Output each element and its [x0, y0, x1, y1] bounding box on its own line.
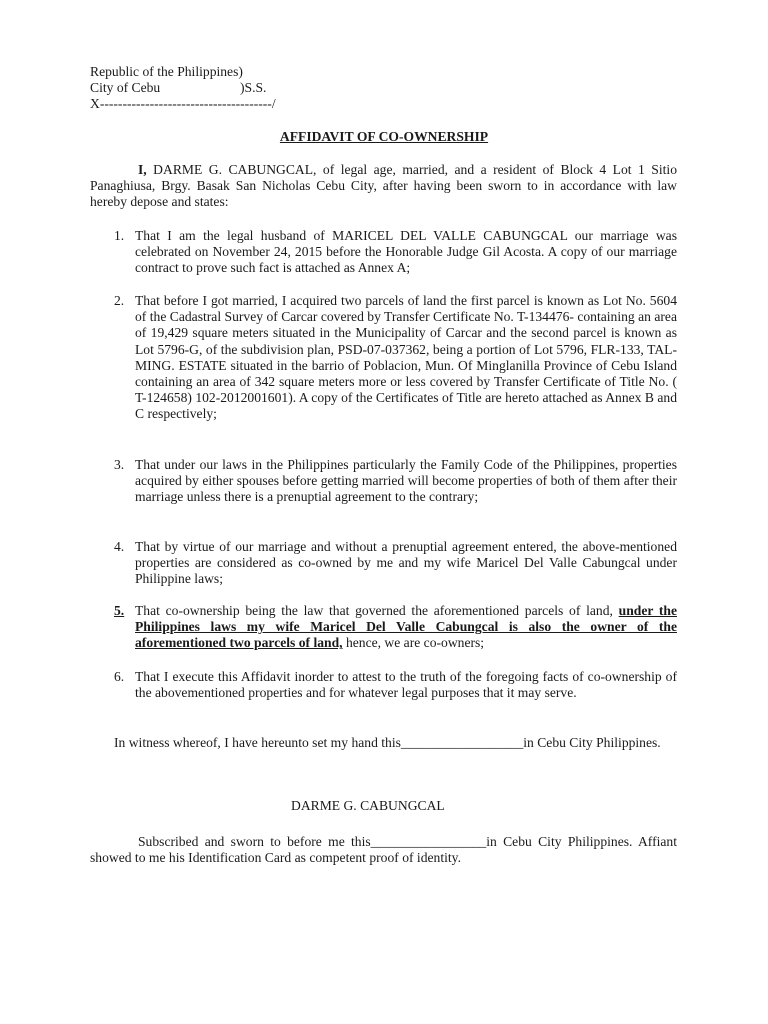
- jurat-paragraph: Subscribed and sworn to before me this_________________in Cebu City Philippines. Affiant showed to me his Identification Card as competent proof of identity.: [90, 834, 677, 866]
- item-6-text: That I execute this Affidavit inorder to attest to the truth of the foregoing facts of co-ownership of the abovementioned properties and for whatever legal purposes that it may serve.: [135, 669, 677, 701]
- signature-name: DARME G. CABUNGCAL: [291, 798, 445, 813]
- item-4-text: That by virtue of our marriage and without a prenuptial agreement entered, the above-mentioned properties are considered as co-owned by me and my wife Maricel Del Valle Cabungcal under Philippine laws;: [135, 539, 677, 587]
- item-5-text-a: That co-ownership being the law that governed the aforementioned parcels of land,: [135, 603, 619, 618]
- item-3-number: 3.: [114, 457, 125, 472]
- intro-paragraph: [90, 162, 677, 211]
- witness-paragraph: In witness whereof, I have hereunto set my hand this__________________in Cebu City Philippines.: [114, 735, 661, 750]
- document-title: AFFIDAVIT OF CO-OWNERSHIP: [279, 129, 489, 144]
- header-ss: )S.S.: [240, 80, 267, 95]
- item-4-number: 4.: [114, 539, 125, 554]
- intro-text: DARME G. CABUNGCAL, of legal age, married, and a resident of Block 4 Lot 1 Sitio Panaghiusa, Brgy. Basak San Nicholas Cebu City, after having been sworn to in accordance with law hereby depose and states:: [90, 162, 677, 210]
- item-2-text: That before I got married, I acquired two parcels of land the first parcel is known as Lot No. 5604 of the Cadastral Survey of Carcar covered by Transfer Certificate No. T-134476- containing an area of 19,429 square meters situated in the Municipality of Carcar and the second parcel is known as Lot 5796-G, of the subdivision plan, PSD-07-037362, being a portion of Lot 5796, FLR-133, TAL-MING. ESTATE situated in the barrio of Poblacion, Mun. Of Minglanilla Province of Cebu Island containing an area of 342 square meters more or less covered by Transfer Certificate of Title No. ( T-124658) 102-2012001601). A copy of the Certificates of Title are hereto attached as Annex B and C respectively;: [135, 293, 677, 422]
- item-5-text: [135, 603, 677, 652]
- item-1-number: 1.: [114, 228, 125, 243]
- header-republic: Republic of the Philippines): [90, 64, 243, 79]
- item-2-number: 2.: [114, 293, 125, 308]
- item-5-emphasis: under the Philippines laws my wife Maricel Del Valle Cabungcal is also the owner of the aforementioned two parcels of land,: [135, 603, 677, 651]
- intro-lead: I,: [138, 162, 147, 177]
- item-6-number: 6.: [114, 669, 125, 684]
- header-city: City of Cebu: [90, 80, 161, 95]
- item-1-text: That I am the legal husband of MARICEL DEL VALLE CABUNGCAL our marriage was celebrated on November 24, 2015 before the Honorable Judge Gil Acosta. A copy of our marriage contract to prove such fact is attached as Annex A;: [135, 228, 677, 276]
- header-x-line: X--------------------------------------/: [90, 96, 276, 111]
- item-3-text: That under our laws in the Philippines particularly the Family Code of the Philippines, properties acquired by either spouses before getting married will become properties of both of them after their marriage unless there is a prenuptial agreement to the contrary;: [135, 457, 677, 505]
- item-5-number: 5.: [114, 603, 125, 618]
- item-5-text-c: hence, we are co-owners;: [342, 635, 485, 651]
